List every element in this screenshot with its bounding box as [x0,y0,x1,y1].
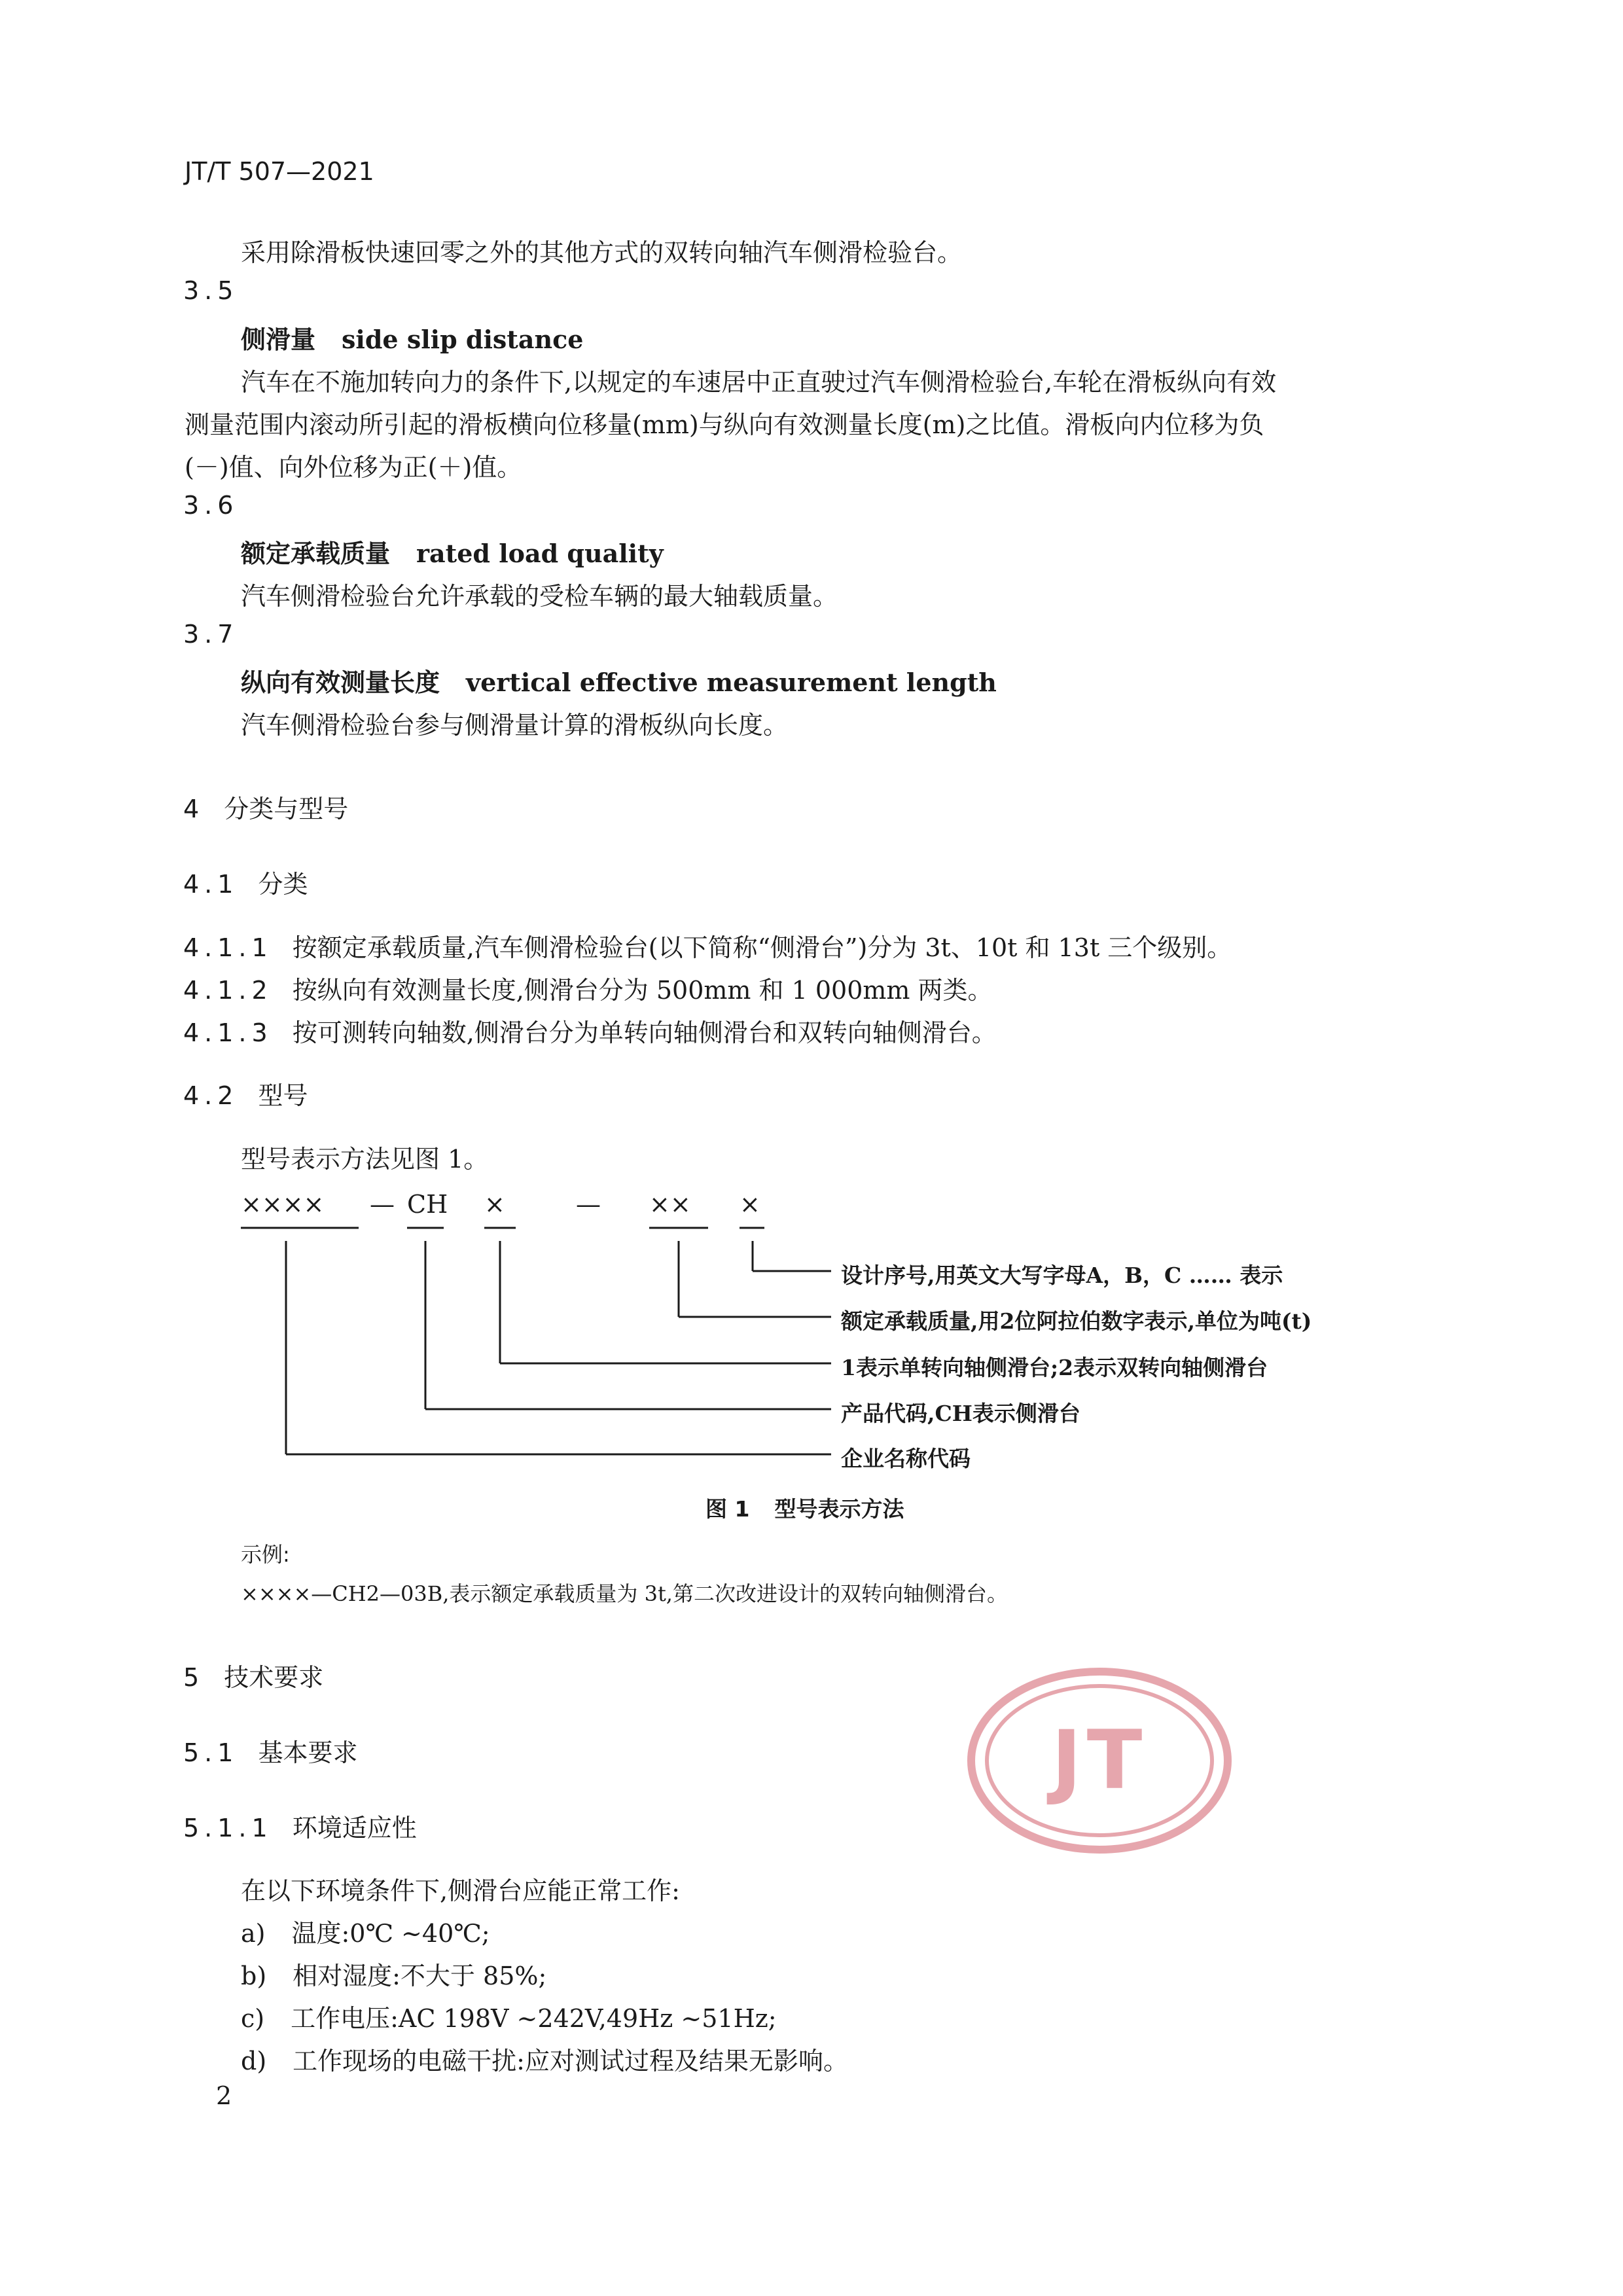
continuation-text: 采用除滑板快速回零之外的其他方式的双转向轴汽车侧滑检验台。 [241,238,963,267]
term-en: side slip distance [342,325,584,354]
clause-number: 4.1.2 [183,976,273,1005]
clause-number: 4.1.3 [183,1018,273,1047]
term-zh: 侧滑量 [241,325,316,354]
clause-text: 按可测转向轴数,侧滑台分为单转向轴侧滑台和双转向轴侧滑台。 [292,1018,997,1047]
list-text: 相对湿度:不大于 85%; [293,1962,547,1990]
term-definition-line: 汽车侧滑检验台允许承载的受检车辆的最大轴载质量。 [241,582,838,611]
model-dash: — [576,1190,601,1219]
model-axle-code: × [484,1190,505,1219]
model-product-code: CH [407,1190,448,1219]
section-title: 分类与型号 [224,795,349,823]
list-text: 工作电压:AC 198V ~242V,49Hz ~51Hz; [291,2004,777,2033]
term-zh: 额定承载质量 [241,539,391,568]
standard-code: JT/T 507—2021 [185,157,374,186]
clause-text: 按额定承载质量,汽车侧滑检验台(以下简称“侧滑台”)分为 3t、10t 和 13t 三个级别。 [292,933,1232,962]
clause-number: 4.1.1 [183,933,273,962]
requirement-item [241,1956,546,1992]
term-number: 3.6 [183,491,239,520]
model-company-code: ×××× [241,1190,325,1219]
section-heading [183,1657,323,1693]
subsection-title: 分类 [258,870,308,899]
list-marker: a) [241,1919,266,1948]
requirements-intro: 在以下环境条件下,侧滑台应能正常工作: [241,1876,680,1905]
model-dash: — [370,1190,395,1219]
jt-watermark-logo [962,1662,1237,1859]
subsection-number: 4.2 [183,1081,239,1110]
figure-title: 型号表示方法 [774,1496,904,1522]
list-marker: d) [241,2047,267,2075]
clause-text: 按纵向有效测量长度,侧滑台分为 500mm 和 1 000mm 两类。 [292,976,993,1005]
diagram-label-product: 产品代码,CH表示侧滑台 [841,1401,1080,1426]
term-en: vertical effective measurement length [466,668,997,697]
svg-text:JT: JT [1051,1713,1148,1808]
term-en: rated load quality [416,539,664,568]
diagram-label-axle: 1表示单转向轴侧滑台;2表示双转向轴侧滑台 [841,1355,1268,1380]
subsection-title: 基本要求 [258,1738,358,1767]
model-load-code: ×× [649,1190,691,1219]
subsection-number: 5.1.1 [183,1814,273,1842]
section-number: 5 [183,1663,205,1692]
requirement-item [241,2041,848,2077]
term-definition-line: (－)值、向外位移为正(＋)值。 [185,453,522,482]
example-text: ××××—CH2—03B,表示额定承载质量为 3t,第二次改进设计的双转向轴侧滑台。 [241,1581,1008,1606]
diagram-label-load: 额定承载质量,用2位阿拉伯数字表示,单位为吨(t) [841,1308,1312,1334]
figure-caption [705,1492,904,1523]
subsection-heading [183,1732,357,1768]
subsection-number: 4.1 [183,870,239,899]
subsection-heading [183,1808,417,1844]
term-number: 3.7 [183,620,239,649]
model-design-code: × [740,1190,760,1219]
list-marker: b) [241,1962,267,1990]
term-definition-line: 汽车侧滑检验台参与侧滑量计算的滑板纵向长度。 [241,711,789,740]
subsection-title: 型号 [258,1081,308,1110]
section-number: 4 [183,795,205,823]
subsection-title: 环境适应性 [292,1814,417,1842]
list-text: 工作现场的电磁干扰:应对测试过程及结果无影响。 [293,2047,848,2075]
list-text: 温度:0℃ ~40℃; [291,1919,490,1948]
figure-number: 图 1 [705,1496,750,1522]
term-definition-line: 汽车在不施加转向力的条件下,以规定的车速居中正直驶过汽车侧滑检验台,车轮在滑板纵向有效 [241,368,1277,397]
term-number: 3.5 [183,276,239,305]
page-number: 2 [216,2081,232,2110]
requirement-item [241,1998,777,2034]
example-label: 示例: [241,1542,290,1567]
term-definition-line: 测量范围内滚动所引起的滑板横向位移量(mm)与纵向有效测量长度(m)之比值。滑板向内位移为负 [185,410,1264,439]
section-title: 技术要求 [224,1663,324,1692]
figure-intro: 型号表示方法见图 1。 [241,1145,489,1174]
term-zh: 纵向有效测量长度 [241,668,440,697]
requirement-item [241,1913,490,1949]
diagram-label-design: 设计序号,用英文大写字母A，B，C …… 表示 [841,1263,1283,1288]
diagram-label-company: 企业名称代码 [841,1446,971,1471]
list-marker: c) [241,2004,265,2033]
subsection-number: 5.1 [183,1738,239,1767]
